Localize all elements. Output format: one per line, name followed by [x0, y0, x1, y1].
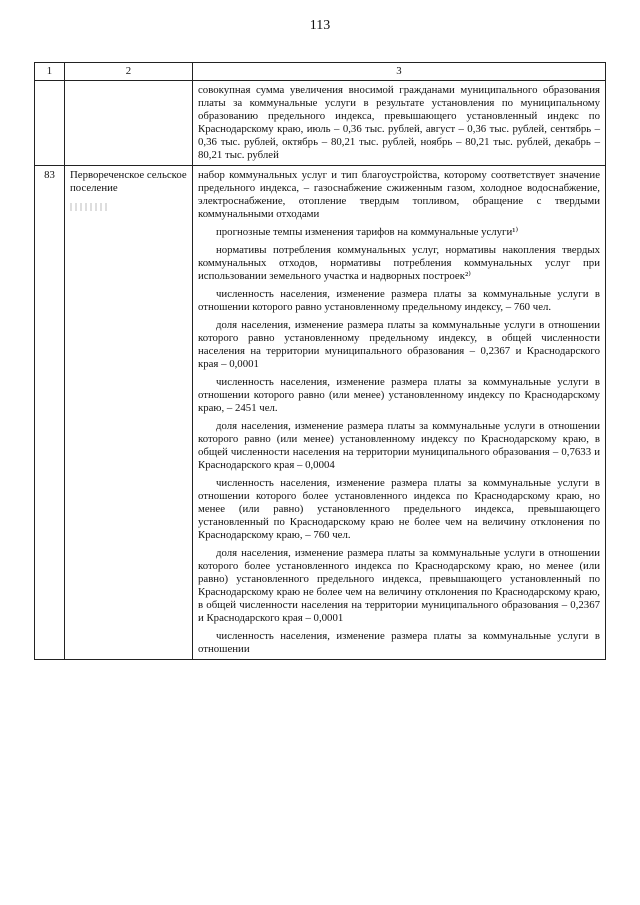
column-header-3: 3: [193, 63, 606, 81]
paragraph-share-below: доля населения, изменение размера платы за коммунальные услуги в отношении которого равно (или менее) установленному индексу по Краснодарскому краю, в общей численности населения на территории муниципального образования – 0,7633 и Краснодарского края – 0,0004: [198, 420, 600, 471]
continuation-cell-number: [35, 81, 65, 166]
data-table: [34, 62, 606, 660]
column-header-2: 2: [65, 63, 193, 81]
paragraph-services-set: набор коммунальных услуг и тип благоустройства, которому соответствует значение предельного индекса, – газоснабжение сжиженным газом, холодное водоснабжение, электроснабжение, отопление твердым топливом, обращение с твердыми коммунальными отходами: [198, 169, 600, 220]
paragraph-share-between: доля населения, изменение размера платы за коммунальные услуги в отношении которого более установленного индекса по Краснодарскому краю, но менее (или равно) установленного предельного индекса, превышающего установленный по Краснодарскому краю не более чем на величину отклонения по Краснодарскому краю, в общей численности населения на территории муниципального образования – 0,2367 и Краснодарского края – 0,0001: [198, 547, 600, 624]
paragraph-population-between: численность населения, изменение размера платы за коммунальные услуги в отношении которого более установленного индекса по Краснодарскому краю, но менее (или равно) установленного предельного индекса, превышающего установленный по Краснодарскому краю не более чем на величину отклонения по Краснодарскому краю, – 760 чел.: [198, 477, 600, 541]
paragraph-share-equal: доля населения, изменение размера платы за коммунальные услуги в отношении которого равно установленному предельному индексу, в общей численности населения на территории муниципального образования – 0,2367 и Краснодарского края – 0,0001: [198, 319, 600, 370]
settlement-cell: [65, 166, 193, 660]
description-cell: [193, 166, 606, 660]
column-header-1: 1: [35, 63, 65, 81]
continuation-cell-settlement: [65, 81, 193, 166]
settlement-name: Первореченское сельское поселение: [70, 169, 187, 194]
page-number: 113: [309, 18, 331, 33]
scan-smudge: [70, 203, 110, 211]
paragraph-tariff-rates: прогнозные темпы изменения тарифов на коммунальные услуги¹⁾: [216, 226, 519, 238]
paragraph-population-equal: численность населения, изменение размера платы за коммунальные услуги в отношении которого равно установленному предельному индексу, – 760 чел.: [198, 288, 600, 313]
table-row: [35, 166, 606, 660]
continuation-paragraph: совокупная сумма увеличения вносимой гражданами муниципального образования платы за коммунальные услуги в результате установления по муниципальному образованию предельного индекса, превышающего установленный индекс по Краснодарскому краю, июль – 0,36 тыс. рублей, август – 0,36 тыс. рублей, сентябрь – 0,36 тыс. рублей, октябрь – 80,21 тыс. рублей, ноябрь – 80,21 тыс. рублей, декабрь – 80,21 тыс. рублей: [198, 84, 600, 161]
paragraph-population-below: численность населения, изменение размера платы за коммунальные услуги в отношении которого равно (или менее) установленному индексу по Краснодарскому краю, – 2451 чел.: [198, 376, 600, 414]
row-number: 83: [35, 166, 65, 660]
table-header-row: [35, 63, 606, 81]
paragraph-consumption-norms: нормативы потребления коммунальных услуг, нормативы накопления твердых коммунальных отходов, нормативы потребления коммунальных услуг при использовании земельного участка и надворных построек²⁾: [198, 244, 600, 282]
paragraph-population-continued: численность населения, изменение размера платы за коммунальные услуги в отношении: [198, 630, 600, 655]
continuation-cell-text: [193, 81, 606, 166]
table-row-continuation: [35, 81, 606, 166]
